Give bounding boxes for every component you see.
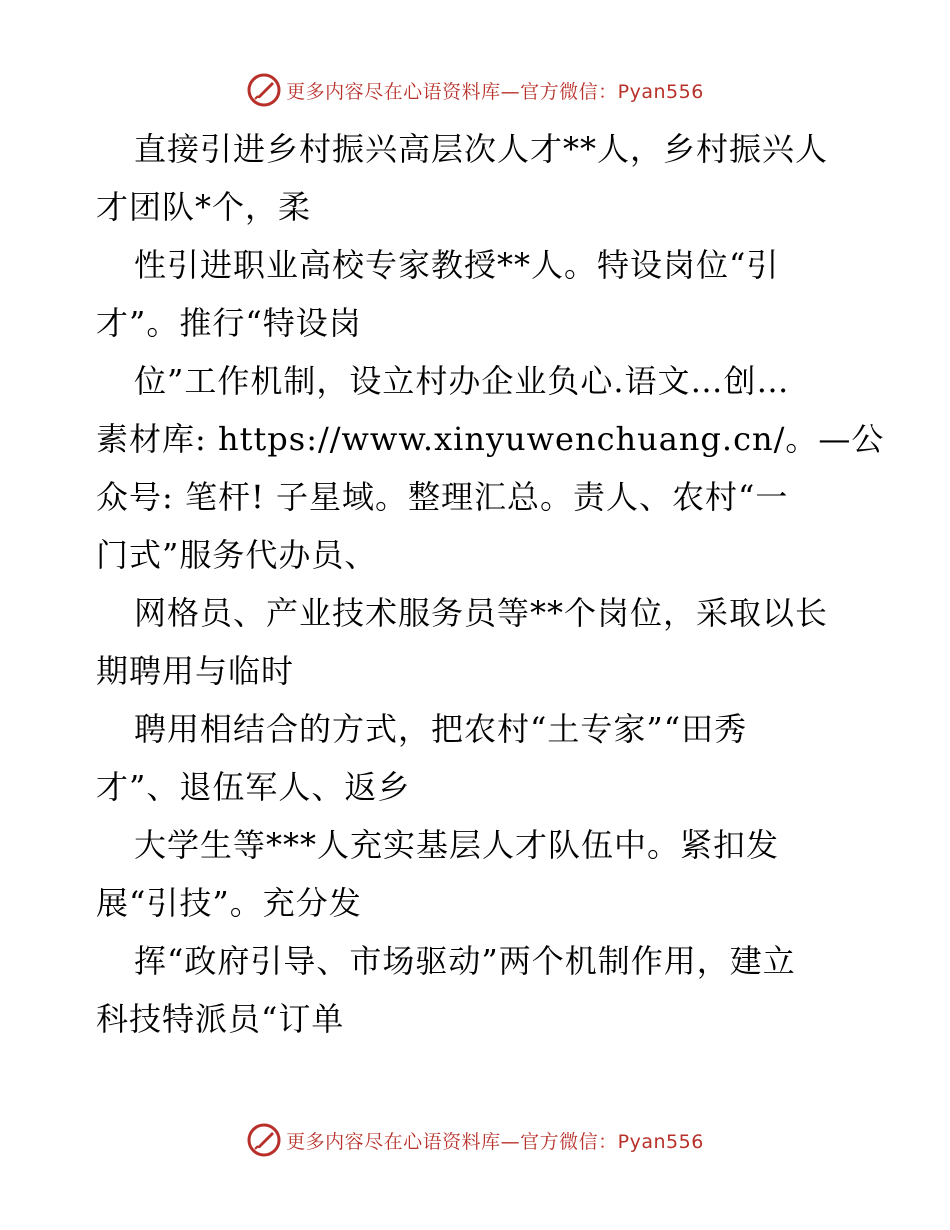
text-line: 大学生等***人充实基层人才队伍中。紧扣发	[134, 826, 780, 864]
text-line: 期聘用与临时	[96, 652, 295, 690]
text-line: 位”工作机制，设立村办企业负心.语文…创…	[134, 362, 790, 400]
text-line: 展“引技”。充分发	[96, 884, 362, 922]
banner-text: 更多内容尽在心语资料库—官方微信：Pyan556	[286, 1130, 704, 1153]
quill-circle-logo-icon	[246, 72, 282, 108]
text-line: 聘用相结合的方式，把农村“土专家”“田秀	[134, 710, 748, 748]
footer-banner	[0, 1118, 950, 1162]
header-banner	[0, 68, 950, 112]
text-line: 性引进职业高校专家教授**人。特设岗位“引	[134, 246, 780, 284]
banner-text: 更多内容尽在心语资料库—官方微信：Pyan556	[286, 80, 704, 103]
text-line: 素材库: https://www.xinyuwenchuang.cn/。—公	[96, 420, 885, 458]
text-line: 门式”服务代办员、	[96, 536, 378, 574]
text-line: 挥“政府引导、市场驱动”两个机制作用，建立	[134, 942, 796, 980]
text-line: 众号: 笔杆! 子星域。整理汇总。责人、农村“一	[96, 478, 789, 516]
text-line: 网格员、产业技术服务员等**个岗位，采取以长	[134, 594, 829, 632]
text-line: 才”、退伍军人、返乡	[96, 768, 411, 806]
document-body	[96, 120, 885, 1048]
quill-circle-logo-icon	[246, 1122, 282, 1158]
text-line: 直接引进乡村振兴高层次人才**人，乡村振兴人	[134, 130, 829, 168]
text-line: 科技特派员“订单	[96, 1000, 345, 1038]
text-line: 才团队*个，柔	[96, 188, 312, 226]
text-line: 才”。推行“特设岗	[96, 304, 362, 342]
